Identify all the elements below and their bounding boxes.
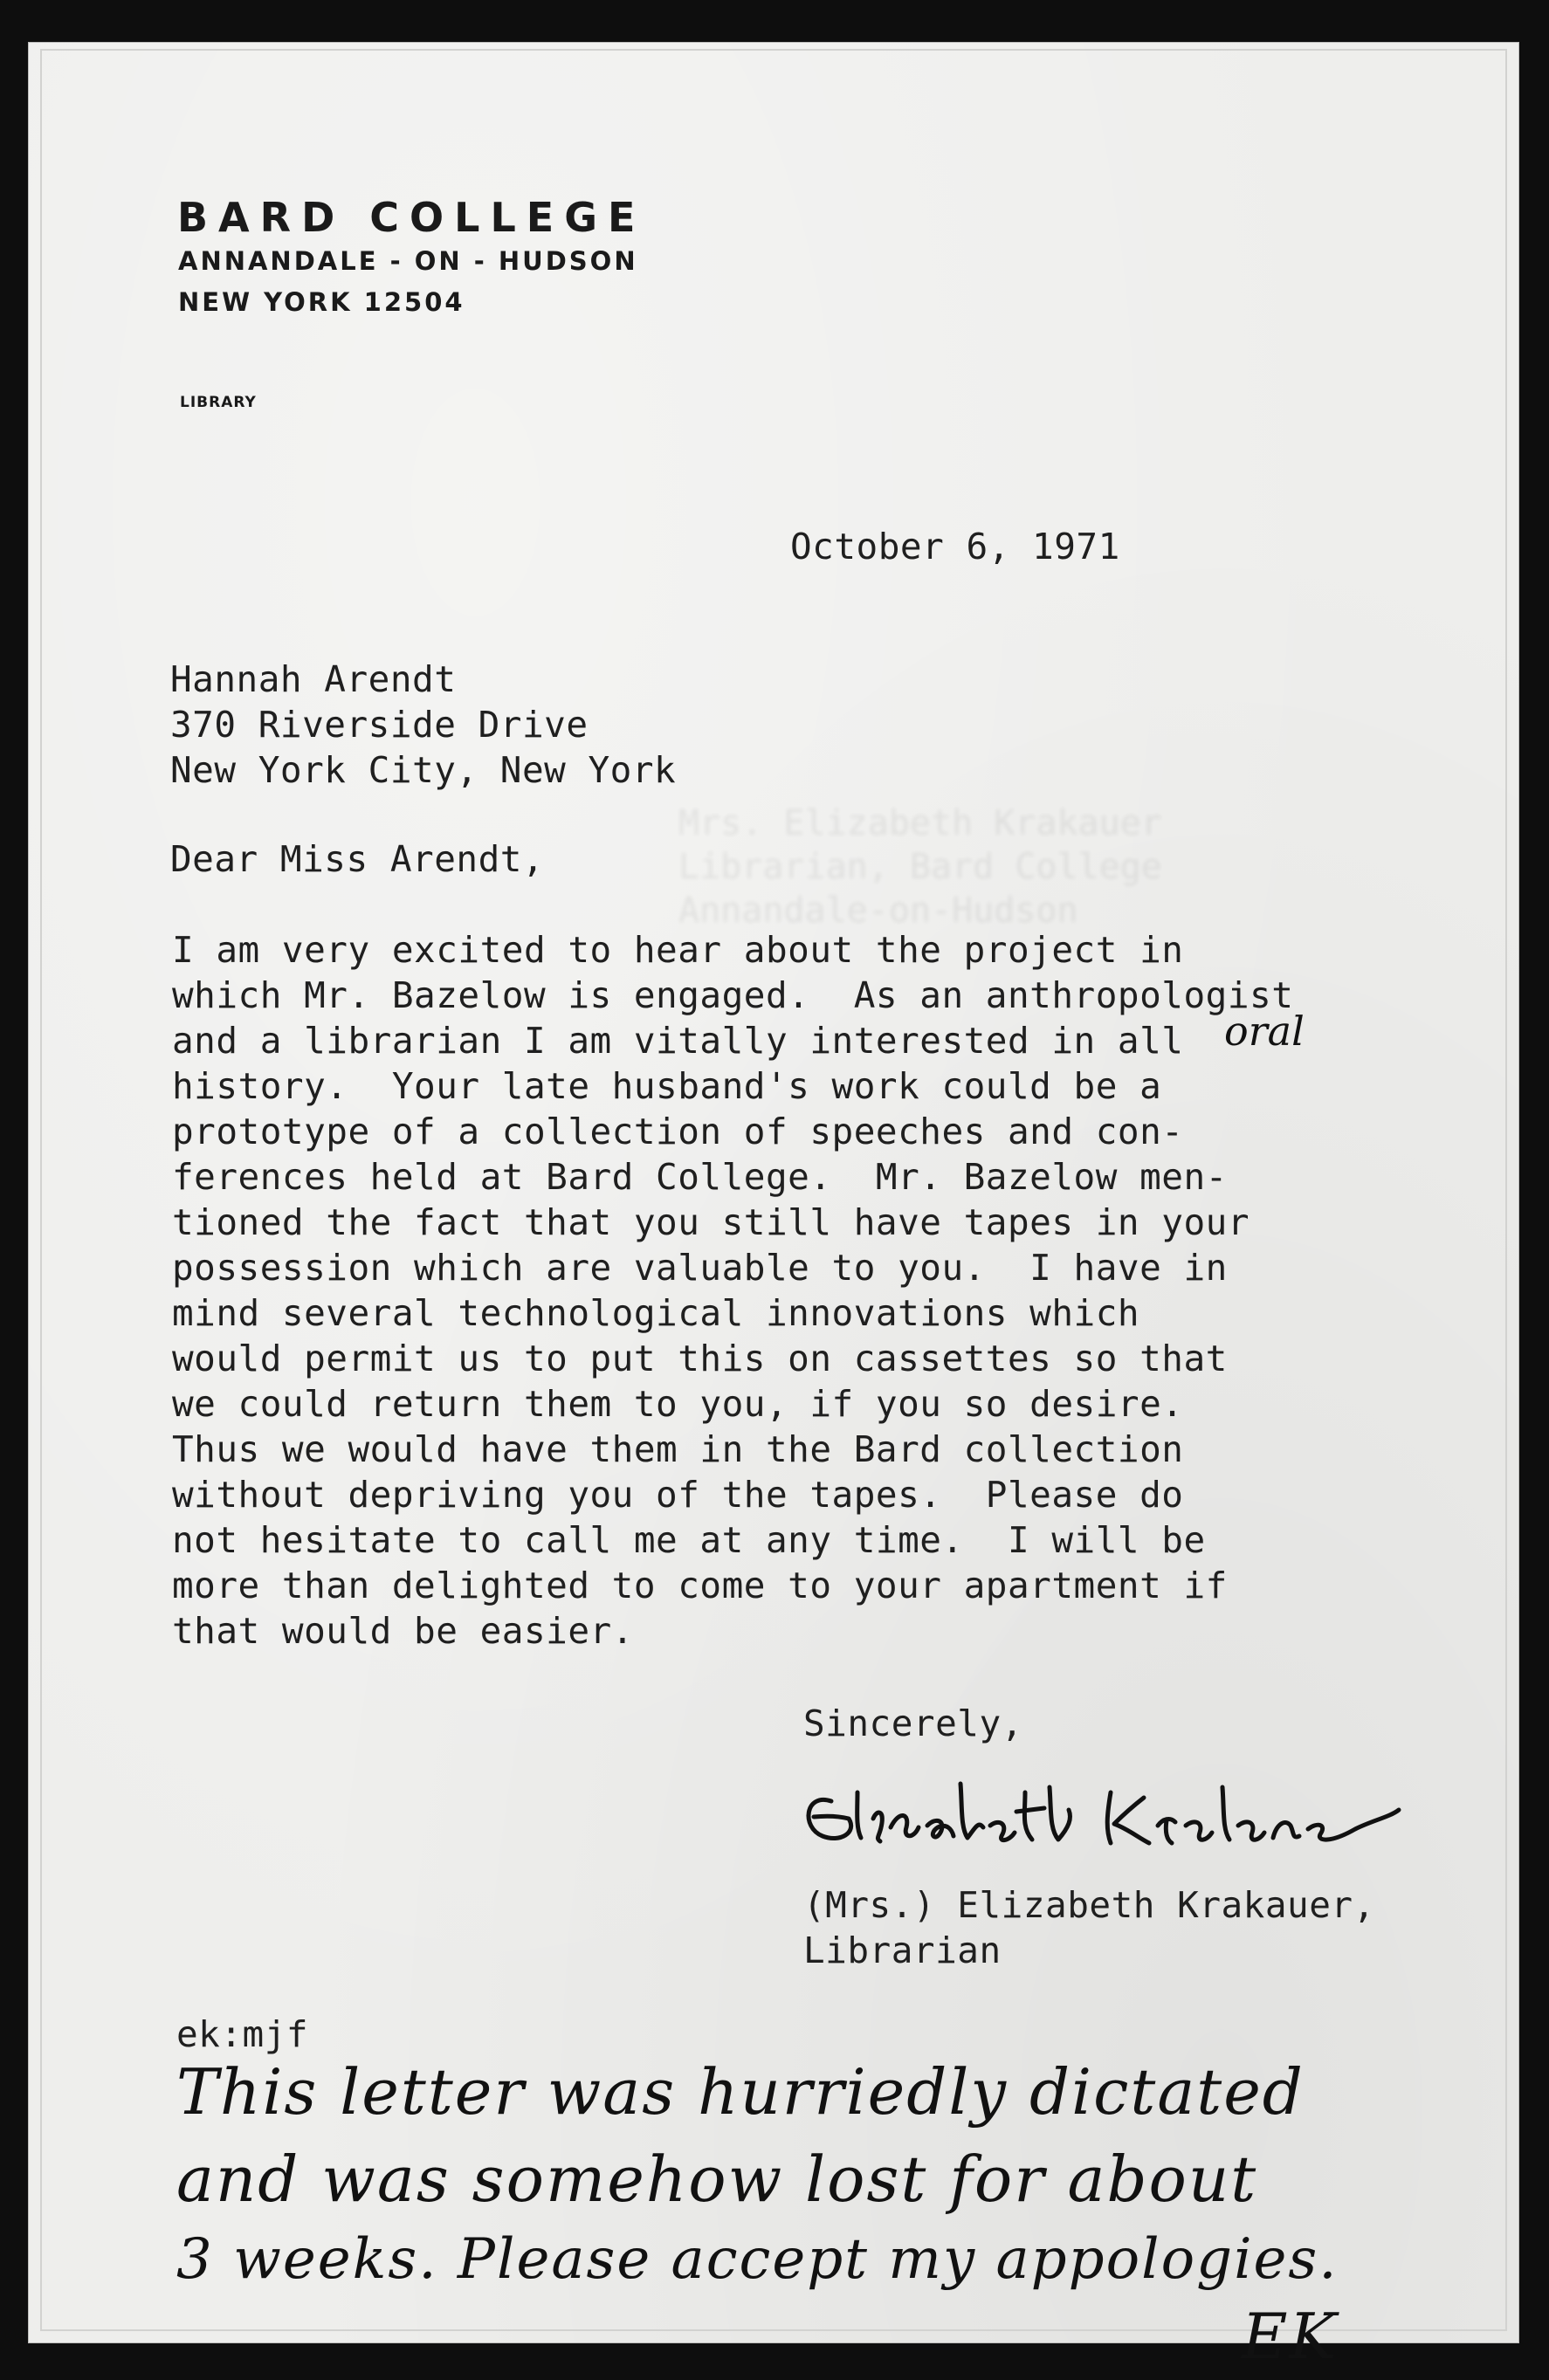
recipient-street: 370 Riverside Drive [170, 704, 589, 746]
recipient-name: Hannah Arendt [170, 658, 457, 700]
handwritten-note-line: This letter was hurriedly dictated [176, 2055, 1305, 2129]
body-line: which Mr. Bazelow is engaged. As an anthropologist [172, 974, 1294, 1016]
handwritten-insert-oral: oral [1224, 1008, 1305, 1055]
show-through-line-3: Annandale-on-Hudson [678, 891, 1078, 931]
body-line: ferences held at Bard College. Mr. Bazelow men- [172, 1156, 1228, 1198]
letterhead-place: ANNANDALE - ON - HUDSON [178, 246, 638, 276]
body-line: and a librarian I am vitally interested in all [172, 1020, 1184, 1062]
letterhead-department: LIBRARY [180, 394, 257, 411]
recipient-city: New York City, New York [170, 749, 677, 791]
letter-page [28, 42, 1519, 2373]
body-line: possession which are valuable to you. I have in [172, 1247, 1228, 1289]
body-line: without depriving you of the tapes. Please do [172, 1474, 1184, 1516]
body-line: prototype of a collection of speeches and con- [172, 1111, 1184, 1152]
signature-image [796, 1775, 1408, 1871]
reference-initials: ek:mjf [176, 2013, 309, 2055]
body-line: would permit us to put this on cassettes so that [172, 1338, 1228, 1379]
show-through-line-1: Mrs. Elizabeth Krakauer [678, 803, 1162, 843]
closing: Sincerely, [803, 1702, 1023, 1744]
signatory-name: (Mrs.) Elizabeth Krakauer, [803, 1884, 1375, 1926]
letterhead-name: BARD COLLEGE [177, 194, 646, 241]
body-line: mind several technological innovations which [172, 1292, 1140, 1334]
salutation: Dear Miss Arendt, [170, 838, 545, 880]
letter-date: October 6, 1971 [790, 526, 1120, 567]
handwritten-note-line: 3 weeks. Please accept my appologies. [176, 2227, 1339, 2292]
body-line: more than delighted to come to your apartment if [172, 1565, 1228, 1606]
body-line: that would be easier. [172, 1610, 634, 1652]
body-line: not hesitate to call me at any time. I will be [172, 1519, 1206, 1561]
show-through-line-2: Librarian, Bard College [678, 847, 1162, 887]
letterhead-city: NEW YORK 12504 [178, 287, 465, 317]
body-line: we could return them to you, if you so desire. [172, 1383, 1184, 1425]
handwritten-initials: EK [1242, 2300, 1339, 2373]
handwritten-note-line: and was somehow lost for about [176, 2143, 1258, 2216]
body-line: history. Your late husband's work could be a [172, 1065, 1162, 1107]
body-line: I am very excited to hear about the project in [172, 929, 1184, 971]
body-line: tioned the fact that you still have tapes in your [172, 1201, 1250, 1243]
signatory-title: Librarian [803, 1929, 1002, 1971]
body-line: Thus we would have them in the Bard collection [172, 1428, 1184, 1470]
